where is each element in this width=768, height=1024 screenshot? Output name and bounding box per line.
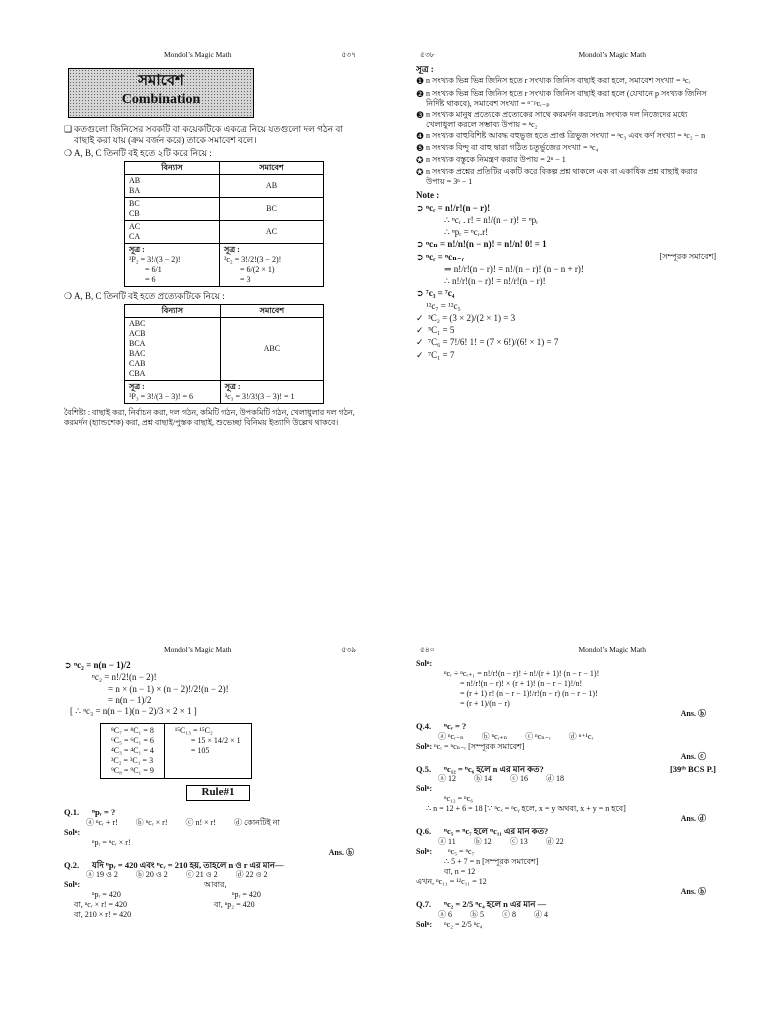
option: ⓑ 5 [470, 909, 484, 919]
q4-solution: Solⁿ: ⁿcᵣ = ⁿcₙ₋ᵣ [সম্পূরক সমাবেশ] [416, 741, 525, 751]
page-540 [416, 645, 716, 1024]
exam-reference: [39ᵗʰ BCS P.] [669, 763, 716, 774]
comb-formula-cell: সূত্র : ³c₂ = 3!/2!(3 − 2)! = 6/(2 × 1) = 3 [219, 243, 323, 286]
q5-options [416, 774, 716, 784]
solution-label: Solⁿ: [416, 784, 433, 794]
star-bullet-icon: ✪ [416, 167, 424, 178]
answer: Ans. ⓒ [680, 751, 706, 761]
check-icon: ✓ [416, 349, 424, 360]
page-538 [416, 50, 716, 560]
q7-solution: Solⁿ: ⁿc₂ = 2/5 ⁿc₄ [416, 919, 483, 929]
list-item: ✓ ⁵C₁ = 5 [416, 325, 455, 335]
page-number: ৫৩৯ [341, 645, 356, 654]
option: ⓑ 12 [473, 836, 492, 846]
examples-left: ⁸C₇ = ⁸C₁ = 8 ⁶C₅ = ⁶C₁ = 6 ⁴C₃ = ⁴C₁ = 4 ³C₂ = ³C₁ = 3 ⁹C₈ = ⁹C₁ = 9 [101, 724, 165, 779]
page-header [64, 645, 364, 659]
option: ⓑ 14 [474, 774, 492, 784]
col-header-comb: সমাবেশ [220, 305, 323, 318]
number-bullet-icon: ❺ [416, 142, 425, 153]
answer: Ans. ⓑ [680, 709, 706, 718]
comb-formula-cell: সূত্র : ³c₃ = 3!/3!(3 − 3)! = 1 [220, 381, 323, 404]
arrow-bullet-icon: ➲ [416, 202, 424, 213]
q6-options [416, 837, 716, 847]
option: ⓑ ⁿcᵣ₊ₙ [481, 731, 508, 741]
arrow-bullet-icon: ➲ [416, 239, 424, 250]
formula-line: = n(n − 1)/2 [108, 694, 152, 705]
question-q4: Q.4. ⁿcᵣ = ? [416, 721, 467, 731]
list-item: ⇒ n!/r!(n − r)! = n!/(n − r)! (n − n + r)! [444, 263, 584, 274]
chapter-title-en: Combination [121, 91, 201, 107]
case1-heading: ❍ A, B, C তিনটি বই হতে ২টি করে নিয়ে : [64, 147, 212, 158]
q2-options [64, 870, 364, 880]
answer: Ans. ⓓ [680, 814, 706, 824]
option: ⓐ 12 [438, 774, 456, 784]
number-bullet-icon: ❶ [416, 76, 425, 87]
option: ⓐ 6 [438, 909, 452, 919]
case2-heading: ❍ A, B, C তিনটি বই হতে প্রত্যেকটিকে নিয়ে : [64, 290, 225, 301]
table-cell: BC [219, 197, 323, 220]
complement-label: [সম্পূরক সমাবেশ] [659, 251, 716, 261]
option: ⓒ ⁿcₙ₋ᵣ [525, 731, 551, 741]
page-number: ৫৩৮ [420, 50, 435, 59]
col-header-perm: বিন্যাস [125, 161, 220, 174]
examples-box [100, 723, 252, 779]
number-bullet-icon: ❸ [416, 109, 425, 120]
list-item: ➲ ⁿcₙ = n!/n!(n − n)! = n!/n! 0! = 1 [416, 239, 547, 250]
option: ⓐ ⁿcᵣ + r! [86, 817, 118, 827]
header-title: Mondol’s Magic Math [578, 645, 646, 654]
col-header-perm: বিন্যাস [125, 305, 221, 318]
option: ⓓ 22 [545, 836, 564, 846]
solution-line: ⁿcᵣ ÷ ⁿcᵣ₊₁ = n!/r!(n − r)! ÷ n!/(r + 1)! (n − r − 1)! [444, 669, 600, 678]
question-q5: Q.5. ⁿc₁₂ = ⁿc₆ হলে n এর মান কত? [39ᵗʰ BCS P.] [416, 763, 716, 774]
option: ⓓ ⁿ⁺¹cᵣ [568, 731, 594, 741]
formula-line: [ ∴ ⁿc₃ = n(n − 1)(n − 2)/3 × 2 × 1 ] [70, 706, 197, 716]
option: ⓓ কোনটিই না [234, 817, 280, 827]
header-title: Mondol’s Magic Math [164, 50, 232, 59]
option: ⓑ 20 ও 2 [135, 870, 168, 880]
option: ⓒ n! × r! [185, 817, 217, 827]
option: ⓒ 16 [510, 774, 528, 784]
solution-line: ⁿc₁₂ = ⁿc₆ [444, 794, 474, 804]
list-item: ❺ n সংখ্যক বিন্দু বা বাহু দ্বারা গঠিত চতুর্ভুজের সংখ্যা = ⁿc₄ [416, 142, 599, 153]
list-item: ∴ n!/r!(n − r)! = n!/r!(n − r)! [444, 276, 546, 286]
formula-line: = n × (n − 1) × (n − 2)!/2!(n − 2)! [108, 683, 229, 694]
option: ⓓ 22 ও 2 [235, 870, 268, 880]
table-row [125, 197, 324, 220]
feature-paragraph: বৈশিষ্ট্য : বাছাই করা, নির্বাচন করা, দল গঠন, কমিটি গঠন, উপকমিটি গঠন, খেলাধুলার দল গঠন, করমর্দন (হ্যান্ডশেক) করা, প্রশ্ন বাছাই/পুস্তক বাছাই, শুভেচ্ছা বিনিময় ইত্যাদি উল্লেখ থাকবে। [64, 408, 355, 427]
page-539 [64, 645, 364, 1024]
table-cell: ABC [220, 318, 323, 381]
list-item: ¹²c₇ = ¹²c₅ [426, 300, 461, 311]
solution-line: = (r + 1)/(n − r) [460, 699, 510, 708]
page-number: ৫৪০ [420, 645, 435, 654]
perm-comb-table-1 [124, 161, 324, 287]
list-item: ❶ n সংখ্যক ভিন্ন ভিন্ন জিনিস হতে r সংখ্যক জিনিস বাছাই করা হলে, সমাবেশ সংখ্যা = ⁿcᵣ [416, 76, 691, 87]
list-item: ✪ n সংখ্যক বস্তুকে নিমন্ত্রণ করার উপায় = 2ⁿ − 1 [416, 155, 566, 165]
page-537 [64, 50, 364, 560]
note-label: Note : [416, 190, 440, 201]
q4-options [416, 732, 716, 742]
arrow-bullet-icon: ➲ [416, 288, 424, 299]
notes-list [416, 203, 716, 361]
option: ⓓ 18 [546, 774, 564, 784]
solution-line: ⁿpᵣ = ⁿcᵣ × r! [92, 837, 131, 847]
circle-bullet-icon: ❍ [64, 290, 73, 301]
formula-line: ⁿc₂ = n!/2!(n − 2)! [92, 672, 157, 683]
check-icon: ✓ [416, 325, 424, 335]
answer: Ans. ⓑ [328, 847, 354, 857]
option: ⓐ 19 ও 2 [86, 870, 118, 880]
list-item: ❸ n সংখ্যক মানুষ প্রত্যেকে প্রত্যেকের সাথে করমর্দন করলে/n সংখ্যক দল নিজেদের মধ্যে খেলাধুলা করলে সম্ভাব্য উপায় = ⁿc₂ [416, 109, 688, 129]
option: ⓑ ⁿcᵣ × r! [135, 817, 168, 827]
rules-list [416, 76, 716, 187]
rule-title: Rule#1 [186, 785, 250, 801]
list-item: ➲ ⁷c₃ = ⁷c₄ [416, 288, 455, 299]
option: ⓓ 4 [534, 909, 548, 919]
list-item: ❹ n সংখ্যক বাহুবিশিষ্ট আবদ্ধ বহুভুজ হতে প্রাপ্ত ত্রিভুজ সংখ্যা = ⁿc₃ এবং কর্ণ সংখ্যা = ⁿc₂ − n [416, 130, 706, 141]
solution-label: Solⁿ: [64, 827, 81, 837]
formula-row [125, 243, 324, 286]
number-bullet-icon: ❷ [416, 88, 425, 99]
option: ⓒ 21 ও 2 [185, 870, 218, 880]
arrow-bullet-icon: ➲ [64, 660, 72, 670]
table-row [125, 174, 324, 197]
perm-comb-table-2 [124, 304, 324, 404]
circle-bullet-icon: ❍ [64, 147, 73, 158]
chapter-title-box [68, 68, 254, 118]
definition: ❑ কতগুলো জিনিসের সবকটি বা কয়েকটিকে একত্রে নিয়ে যতগুলো দল গঠন বা বাছাই করা যায় (ক্রম বর্জন করে) তাকে সমাবেশ বলে। [64, 124, 344, 146]
page-number: ৫৩৭ [341, 50, 356, 59]
option: ⓐ 11 [438, 836, 456, 846]
perm-formula-cell: সূত্র : ³P₂ = 3!/(3 − 2)! = 6/1 = 6 [125, 243, 220, 286]
check-icon: ✓ [416, 337, 424, 348]
header-title: Mondol’s Magic Math [578, 50, 646, 59]
solution-line: = n!/r!(n − r)! × (r + 1)! (n − r − 1)!/n! [460, 679, 583, 688]
table-row [125, 318, 324, 381]
table-cell: AC [219, 220, 323, 243]
col-header-comb: সমাবেশ [219, 161, 323, 174]
check-icon: ✓ [416, 312, 424, 323]
perm-list-cell: ABC ACB BCA BAC CAB CBA [125, 318, 221, 381]
q7-options [416, 910, 716, 920]
answer: Ans. ⓑ [680, 886, 706, 896]
list-item: ➲ ⁿcᵣ = n!/r!(n − r)! [416, 202, 491, 213]
page-header [64, 50, 364, 64]
table-cell: AC CA [125, 220, 220, 243]
list-item: ✓ ³C₂ = (3 × 2)/(2 × 1) = 3 [416, 312, 516, 323]
question-q6: Q.6. ⁿc₅ = ⁿc₇ হলে ⁿc₁₁ এর মান কত? [416, 826, 549, 837]
formula-line: ➲ ⁿc₂ = n(n − 1)/2 [64, 660, 131, 670]
question-q7: Q.7. ⁿc₂ = 2/5 ⁿc₄ হলে n এর মান — [416, 898, 547, 909]
option: ⓐ ⁿcᵣ₋ₙ [438, 731, 464, 741]
question-q1: Q.1. ⁿpᵣ = ? [64, 807, 116, 817]
question-q2: Q.2. যদি ⁿpᵣ = 420 এবং ⁿcᵣ = 210 হয়, তাহলে n ও r এর মান— [64, 859, 284, 870]
solution-line: = (r + 1) r! (n − r − 1)!/r!(n − r) (n − r − 1)! [460, 689, 598, 698]
q2-solution: Solⁿ: ⁿpᵣ = 420 বা, ⁿcᵣ × r! = 420 বা, 210 × r! = 420 আবার, ⁿpᵣ = 420 বা, ⁿp₂ = 420 [64, 880, 261, 920]
option: ⓒ 13 [509, 836, 528, 846]
list-item: ✓ ⁷C₁ = 7 [416, 349, 455, 360]
examples-right: ¹⁵C₁₃ = ¹⁵C₂ = 15 × 14/2 × 1 = 105 [164, 724, 251, 779]
list-item: ✓ ⁷C₆ = 7!/6! 1! = (7 × 6!)/(6! × 1) = 7 [416, 337, 559, 348]
formula-label: সূত্র : [416, 64, 434, 74]
star-bullet-icon: ✪ [416, 155, 424, 165]
list-item: ➲ ⁿcᵣ = ⁿcₙ₋ᵣ [সম্পূরক সমাবেশ] [416, 251, 716, 262]
page-header [416, 645, 716, 659]
perm-formula-cell: সূত্র : ³P₃ = 3!/(3 − 3)! = 6 [125, 381, 221, 404]
list-item: ∴ ⁿcᵣ . r! = n!/(n − r)! = ⁿpᵣ [444, 214, 539, 225]
table-cell: AB BA [125, 174, 220, 197]
table-cell: AB [219, 174, 323, 197]
table-cell: BC CB [125, 197, 220, 220]
page-header [416, 50, 716, 64]
q1-options [64, 818, 364, 828]
table-row [125, 220, 324, 243]
header-title: Mondol’s Magic Math [164, 645, 232, 654]
solution-line: ∴ n = 12 + 6 = 18 [∵ ⁿcₓ = ⁿcᵧ হলে, x = y অথবা, x + y = n হবে] [426, 804, 626, 814]
solution-label: Solⁿ: [416, 659, 433, 668]
chapter-title-bn: সমাবেশ [138, 73, 184, 89]
list-item: ∴ ⁿpᵣ = ⁿcᵣ.r! [444, 227, 489, 237]
list-item: ✪ n সংখ্যক প্রশ্নের প্রতিটির একটি করে বিকল্প প্রশ্ন থাকলে এক বা একাধিক প্রশ্ন বাছাই করার উপায় = 3ⁿ − 1 [416, 167, 698, 187]
arrow-bullet-icon: ➲ [416, 251, 424, 262]
checkbox-bullet-icon: ❑ [64, 124, 73, 134]
number-bullet-icon: ❹ [416, 130, 425, 141]
option: ⓒ 8 [502, 909, 516, 919]
q6-solution: Solⁿ: ⁿc₅ = ⁿc₇ ∴ 5 + 7 = n [সম্পূরক সমাবেশ] বা, n = 12 এখন, ⁿc₁₁ = ¹²c₁₁ = 12 [416, 846, 539, 886]
list-item: ❷ n সংখ্যক ভিন্ন ভিন্ন জিনিস হতে r সংখ্যক জিনিস বাছাই করা হলে (যেখানে p সংখ্যক জিনিস নির্দিষ্ট থাকবে), সমাবেশ সংখ্যা = ⁿ⁻ᵖcᵣ₋ₚ [416, 88, 707, 108]
formula-row [125, 381, 324, 404]
